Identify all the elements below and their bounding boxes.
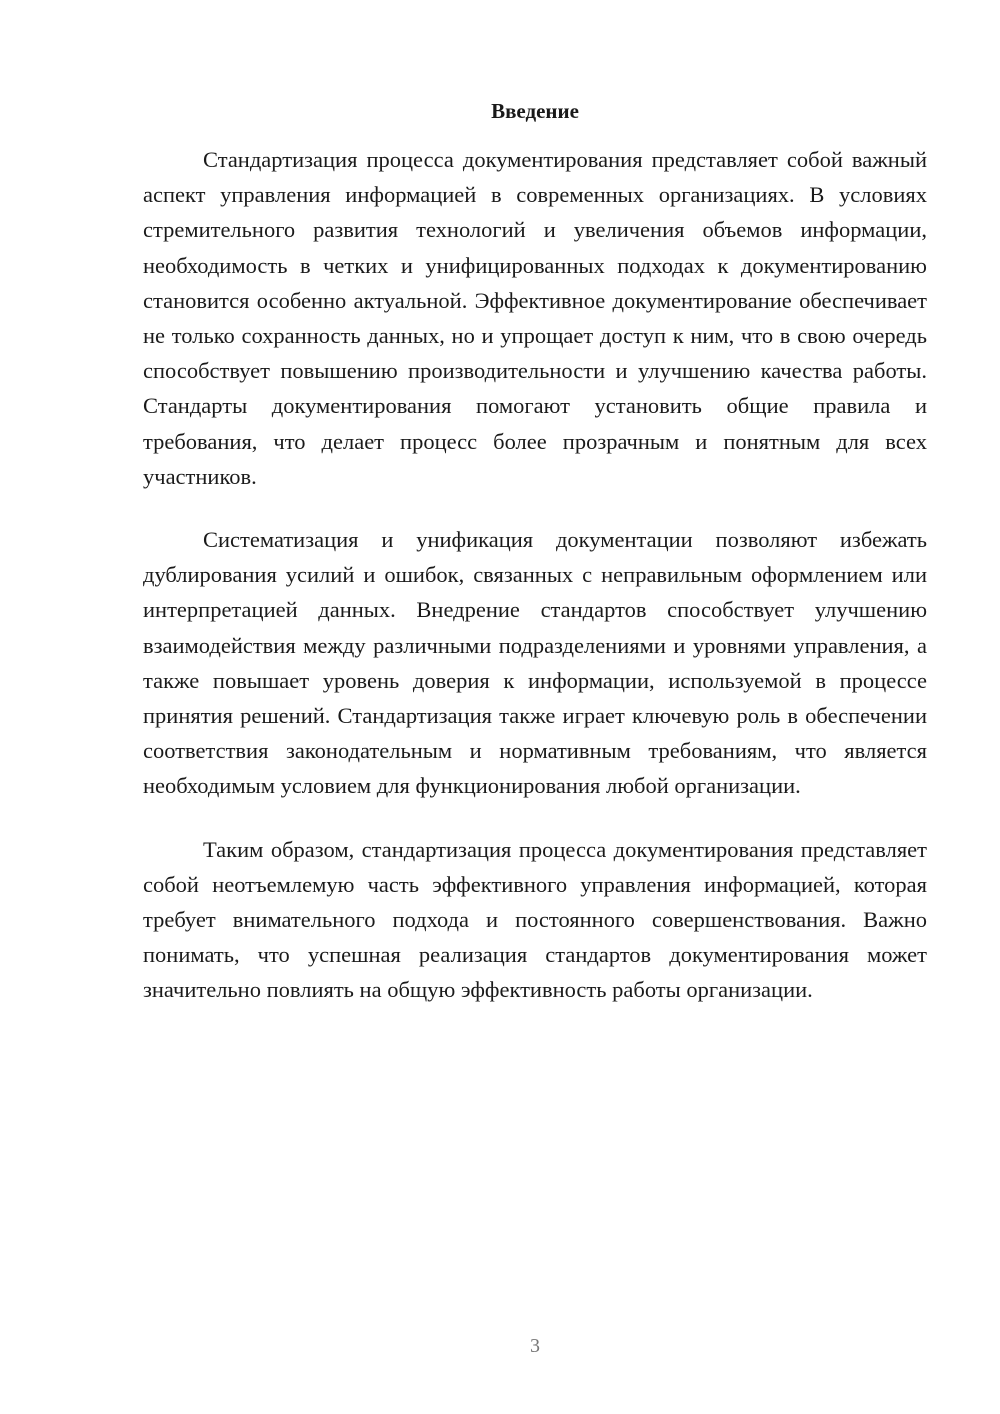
- section-heading: Введение: [491, 99, 579, 123]
- paragraph-1: Стандартизация процесса документирования представляет собой важный аспект управления информацией в современных организациях. В условиях стремительного развития технологий и увеличения объемов информации, необходимость в четких и унифицированных подходах к документированию становится особенно актуальной. Эффективное документирование обеспечивает не только сохранность данных, но и упрощает доступ к ним, что в свою очередь способствует повышению производительности и улучшению качества работы. Стандарты документирования помогают установить общие правила и требования, что делает процесс более прозрачным и понятным для всех участников.: [143, 147, 927, 489]
- page-number: 3: [530, 1335, 540, 1357]
- paragraph-2: Систематизация и унификация документации позволяют избежать дублирования усилий и ошибок, связанных с неправильным оформлением или интерпретацией данных. Внедрение стандартов способствует улучшению взаимодействия между различными подразделениями и уровнями управления, а также повышает уровень доверия к информации, используемой в процессе принятия решений. Стандартизация также играет ключевую роль в обеспечении соответствия законодательным и нормативным требованиям, что является необходимым условием для функционирования любой организации.: [143, 527, 927, 799]
- document-body: [143, 142, 927, 1008]
- paragraph-3: Таким образом, стандартизация процесса документирования представляет собой неотъемлемую часть эффективного управления информацией, которая требует внимательного подхода и постоянного совершенствования. Важно понимать, что успешная реализация стандартов документирования может значительно повлиять на общую эффективность работы организации.: [143, 836, 927, 1003]
